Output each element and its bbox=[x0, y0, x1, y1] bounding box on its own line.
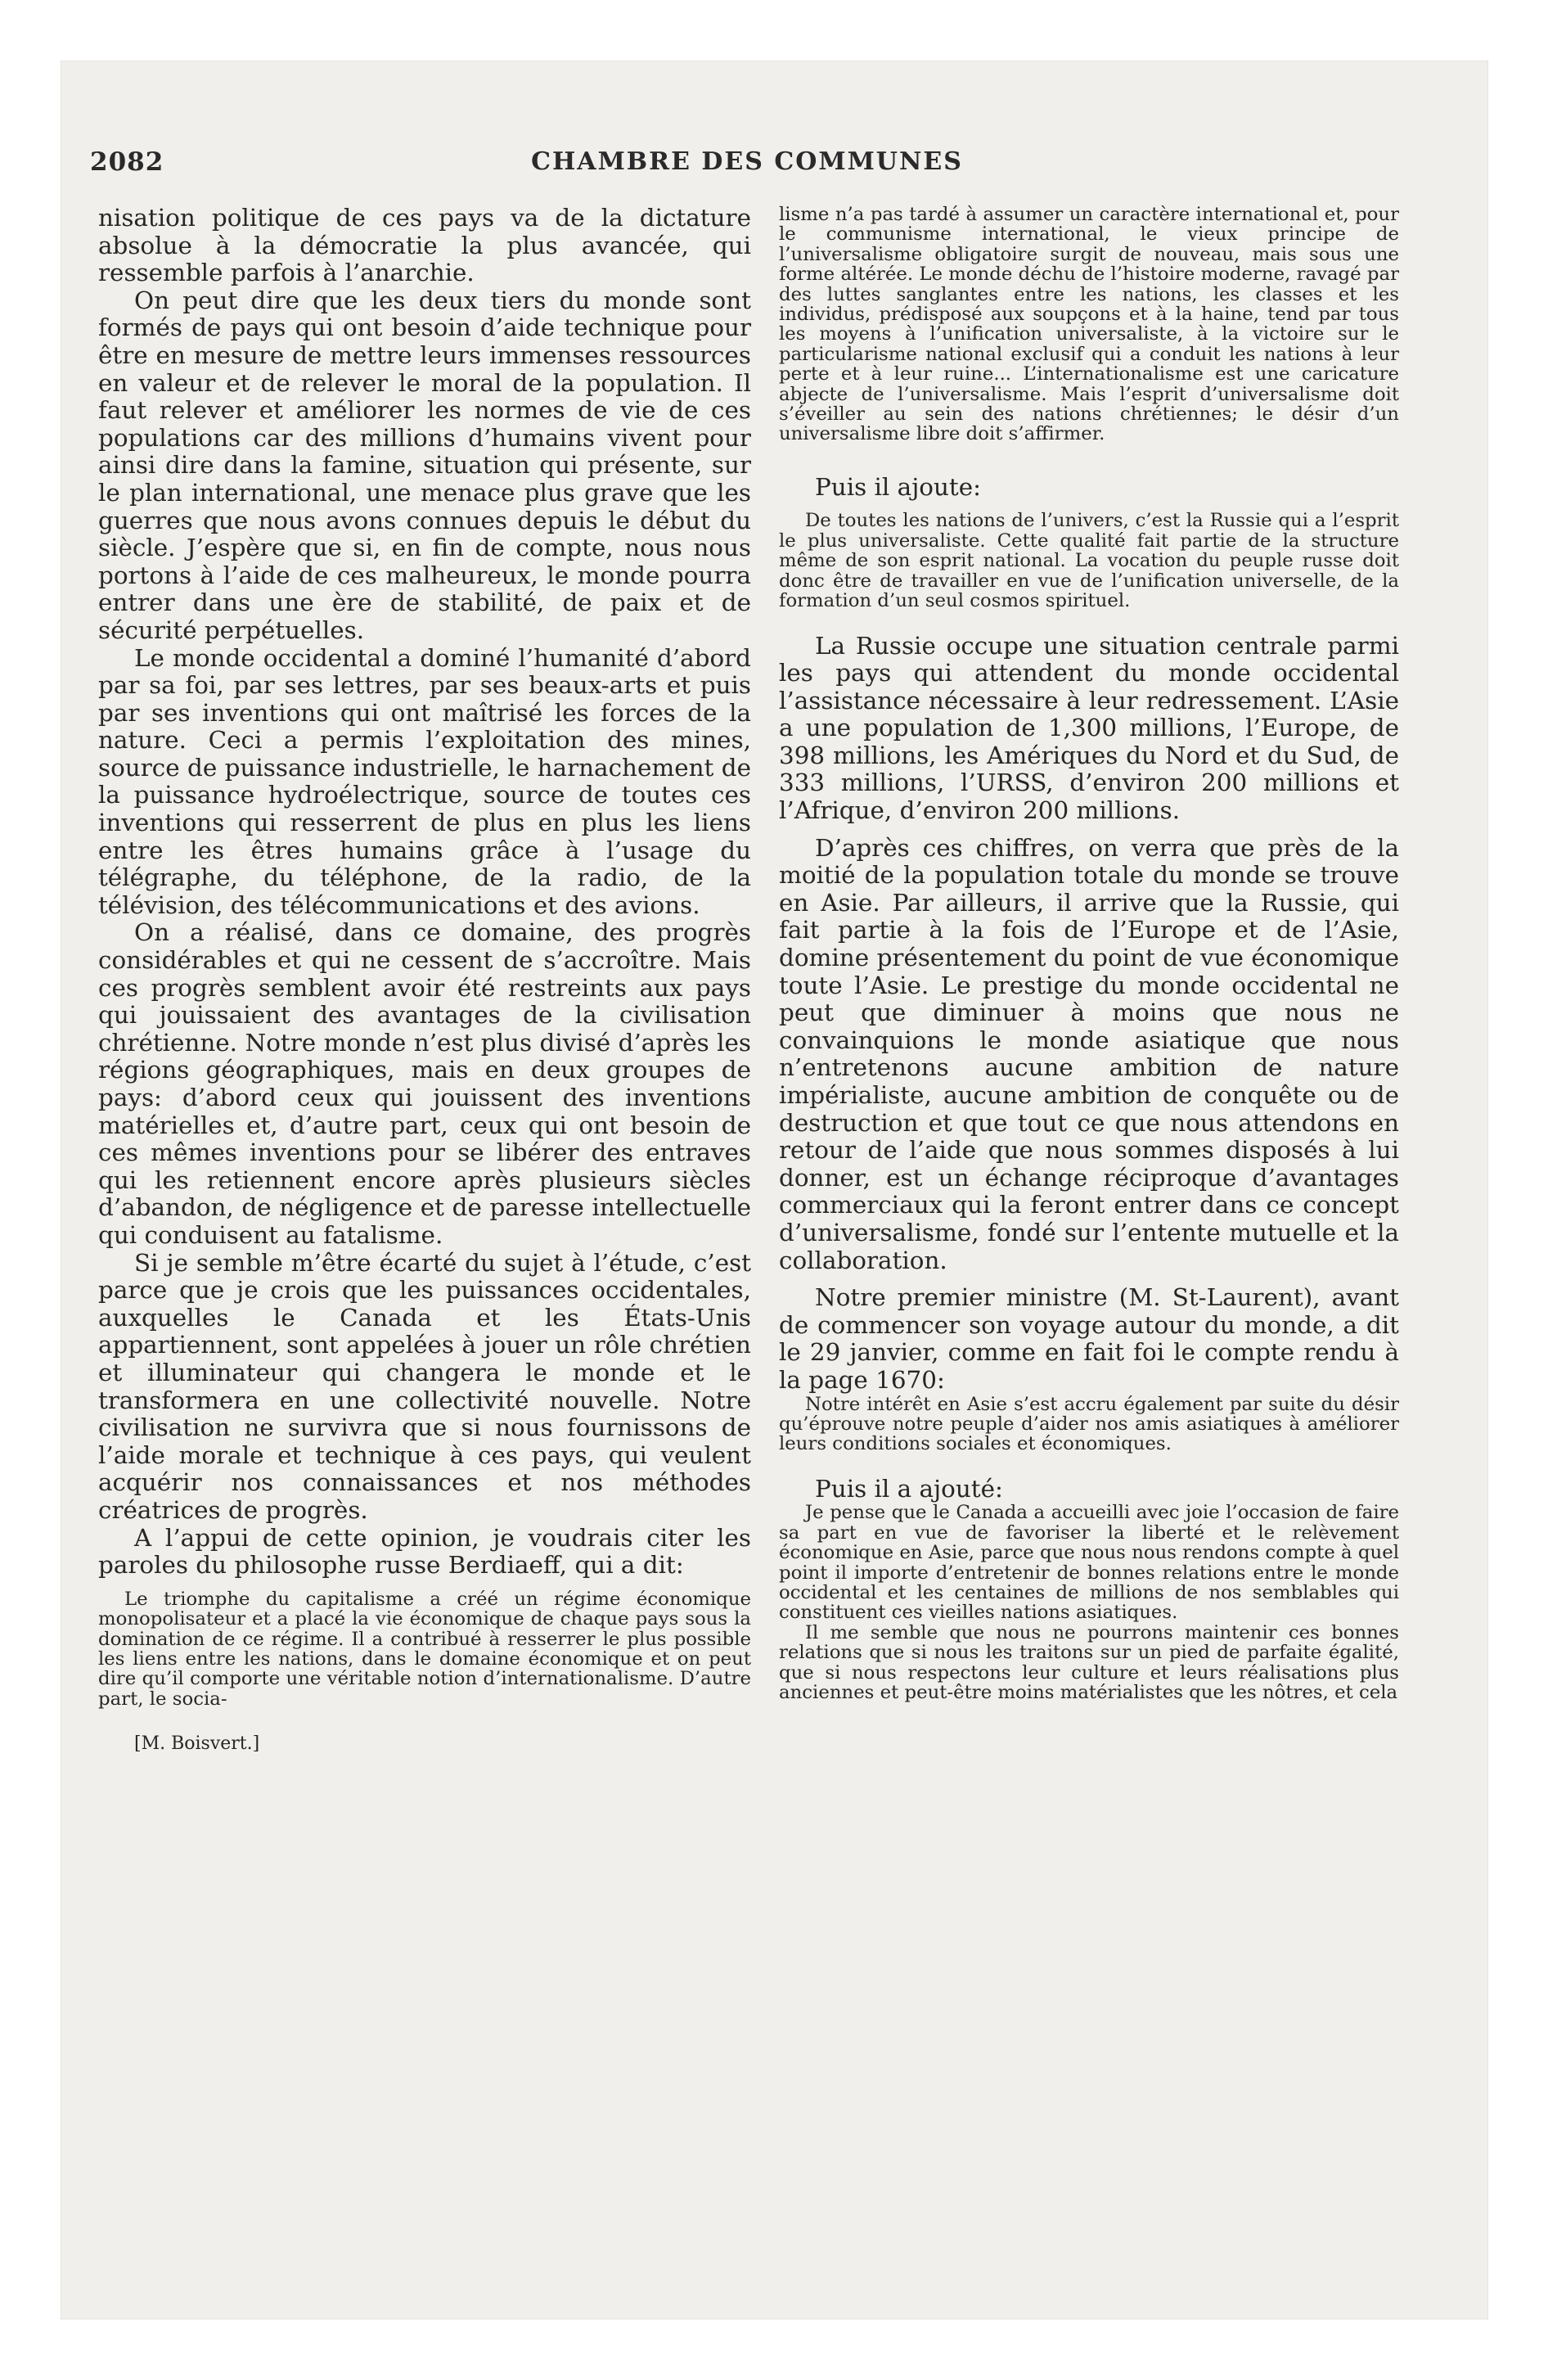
block-quote: lisme n’a pas tardé à assumer un caractère international et, pour le communisme international, le vieux principe de l’universalisme obligatoire surgit de nouveau, mais sous une forme altérée. Le monde déchu de l’histoire moderne, ravagé par des luttes sanglantes entre les nations, les classes et les individus, prédisposé aux soupçons et à la haine, tend par tous les moyens à l’unification universaliste, à la victoire sur le particularisme national exclusif qui a conduit les nations à leur perte et à leur ruine... L’internationalisme est une caricature abjecte de l’universalisme. Mais l’esprit d’universalisme doit s’éveiller au sein des nations chrétiennes; le désir d’un universalisme libre doit s’affirmer. bbox=[779, 204, 1399, 445]
paragraph: La Russie occupe une situation centrale parmi les pays qui attendent du monde occidental l’assistance nécessaire à leur redressement. L’Asie a une population de 1,300 millions, l’Europe, de 398 millions, les Amériques du Nord et du Sud, de 333 millions, l’URSS, d’environ 200 millions et l’Afrique, d’environ 200 millions. bbox=[779, 631, 1399, 825]
paragraph: Notre premier ministre (M. St-Laurent), avant de commencer son voyage autour du monde, a dit le 29 janvier, comme en fait foi le compte rendu à la page 1670: bbox=[779, 1283, 1399, 1394]
block-quote: Il me semble que nous ne pourrons maintenir ces bonnes relations que si nous les traitons sur un pied de parfaite égalité, que si nous respectons leur culture et leurs réalisations plus anciennes et peut-être moins matérialistes que les nôtres, et cela bbox=[779, 1621, 1399, 1703]
left-column bbox=[98, 205, 751, 1754]
paragraph: On peut dire que les deux tiers du monde sont formés de pays qui ont besoin d’aide technique pour être en mesure de mettre leurs immenses ressources en valeur et de relever le moral de la population. Il faut relever et améliorer les normes de vie de ces populations car des millions d’humains vivent pour ainsi dire dans la famine, situation qui présente, sur le plan international, une menace plus grave que les guerres que nous avons connues depuis le début du siècle. J’espère que si, en fin de compte, nous nous portons à l’aide de ces malheureux, le monde pourra entrer dans une ère de stabilité, de paix et de sécurité perpétuelles. bbox=[98, 286, 751, 644]
paragraph: Le monde occidental a dominé l’humanité d’abord par sa foi, par ses lettres, par ses beaux-arts et puis par ses inventions qui ont maîtrisé les forces de la nature. Ceci a permis l’exploitation des mines, source de puissance industrielle, le harnachement de la puissance hydroélectrique, source de toutes ces inventions qui resserrent de plus en plus les liens entre les êtres humains grâce à l’usage du télégraphe, du téléphone, de la radio, de la télévision, des télécommunications et des avions. bbox=[98, 643, 751, 919]
right-column bbox=[779, 205, 1399, 1702]
paragraph: Puis il a ajouté: bbox=[815, 1474, 1003, 1503]
paragraph: nisation politique de ces pays va de la dictature absolue à la démocratie la plus avancée, qui ressemble parfois à l’anarchie. bbox=[98, 204, 751, 287]
running-head: CHAMBRE DES COMMUNES bbox=[531, 147, 963, 176]
block-quote: Notre intérêt en Asie s’est accru également par suite du désir qu’éprouve notre peuple d’aider nos amis asiatiques à améliorer leurs conditions sociales et économiques. bbox=[779, 1393, 1399, 1455]
block-quote: Je pense que le Canada a accueilli avec joie l’occasion de faire sa part en vue de favoriser la liberté et le relèvement économique en Asie, parce que nous nous rendons compte à quel point il importe d’entretenir de bonnes relations entre le monde occidental et les centaines de millions de nos semblables qui constituent ces vieilles nations asiatiques. bbox=[779, 1502, 1399, 1624]
paragraph: D’après ces chiffres, on verra que près de la moitié de la population totale du monde se trouve en Asie. Par ailleurs, il arrive que la Russie, qui fait partie à la fois de l’Europe et de l’Asie, domine présentement du point de vue économique toute l’Asie. Le prestige du monde occidental ne peut que diminuer à moins que nous ne convainquions le monde asiatique que nous n’entretenons aucune ambition de nature impérialiste, aucune ambition de conquête ou de destruction et que tout ce que nous attendons en retour de l’aide que nous sommes disposés à lui donner, est un échange réciproque d’avantages commerciaux qui la feront entrer dans ce concept d’universalisme, fondé sur l’entente mutuelle et la collaboration. bbox=[779, 833, 1399, 1274]
block-quote: De toutes les nations de l’univers, c’est la Russie qui a l’esprit le plus universaliste. Cette qualité fait partie de la structure même de son esprit national. La vocation du peuple russe doit donc être de travailler en vue de l’unification universelle, de la formation d’un seul cosmos spirituel. bbox=[779, 510, 1399, 612]
paragraph: Puis il ajoute: bbox=[815, 472, 982, 501]
page-number: 2082 bbox=[90, 147, 164, 177]
paragraph: Si je semble m’être écarté du sujet à l’étude, c’est parce que je crois que les puissances occidentales, auxquelles le Canada et les États-Unis appartiennent, sont appelées à jouer un rôle chrétien et illuminateur qui changera le monde et le transformera en une collectivité nouvelle. Notre civilisation ne survivra que si nous fournissons de l’aide morale et technique à ces pays, qui veulent acquérir nos connaissances et nos méthodes créatrices de progrès. bbox=[98, 1248, 751, 1524]
block-quote: Le triomphe du capitalisme a créé un régime économique monopolisateur et a placé la vie économique de chaque pays sous la domination de ce régime. Il a contribué à resserrer le plus possible les liens entre les nations, dans le domaine économique et on peut dire qu’il comporte une véritable notion d’internationalisme. D’autre part, le socia- bbox=[98, 1588, 751, 1710]
paragraph: A l’appui de cette opinion, je voudrais citer les paroles du philosophe russe Berdiaeff, qui a dit: bbox=[98, 1523, 751, 1580]
page-header bbox=[90, 147, 1404, 188]
paragraph: On a réalisé, dans ce domaine, des progrès considérables et qui ne cessent de s’accroître. Mais ces progrès semblent avoir été restreints aux pays qui jouissaient des avantages de la civilisation chrétienne. Notre monde n’est plus divisé d’après les régions géographiques, mais en deux groupes de pays: d’abord ceux qui jouissent des inventions matérielles et, d’autre part, ceux qui ont besoin de ces mêmes inventions pour se libérer des entraves qui les retiennent encore après plusieurs siècles d’abandon, de négligence et de paresse intellectuelle qui conduisent au fatalisme. bbox=[98, 918, 751, 1249]
speaker-attribution: [M. Boisvert.] bbox=[134, 1733, 260, 1755]
